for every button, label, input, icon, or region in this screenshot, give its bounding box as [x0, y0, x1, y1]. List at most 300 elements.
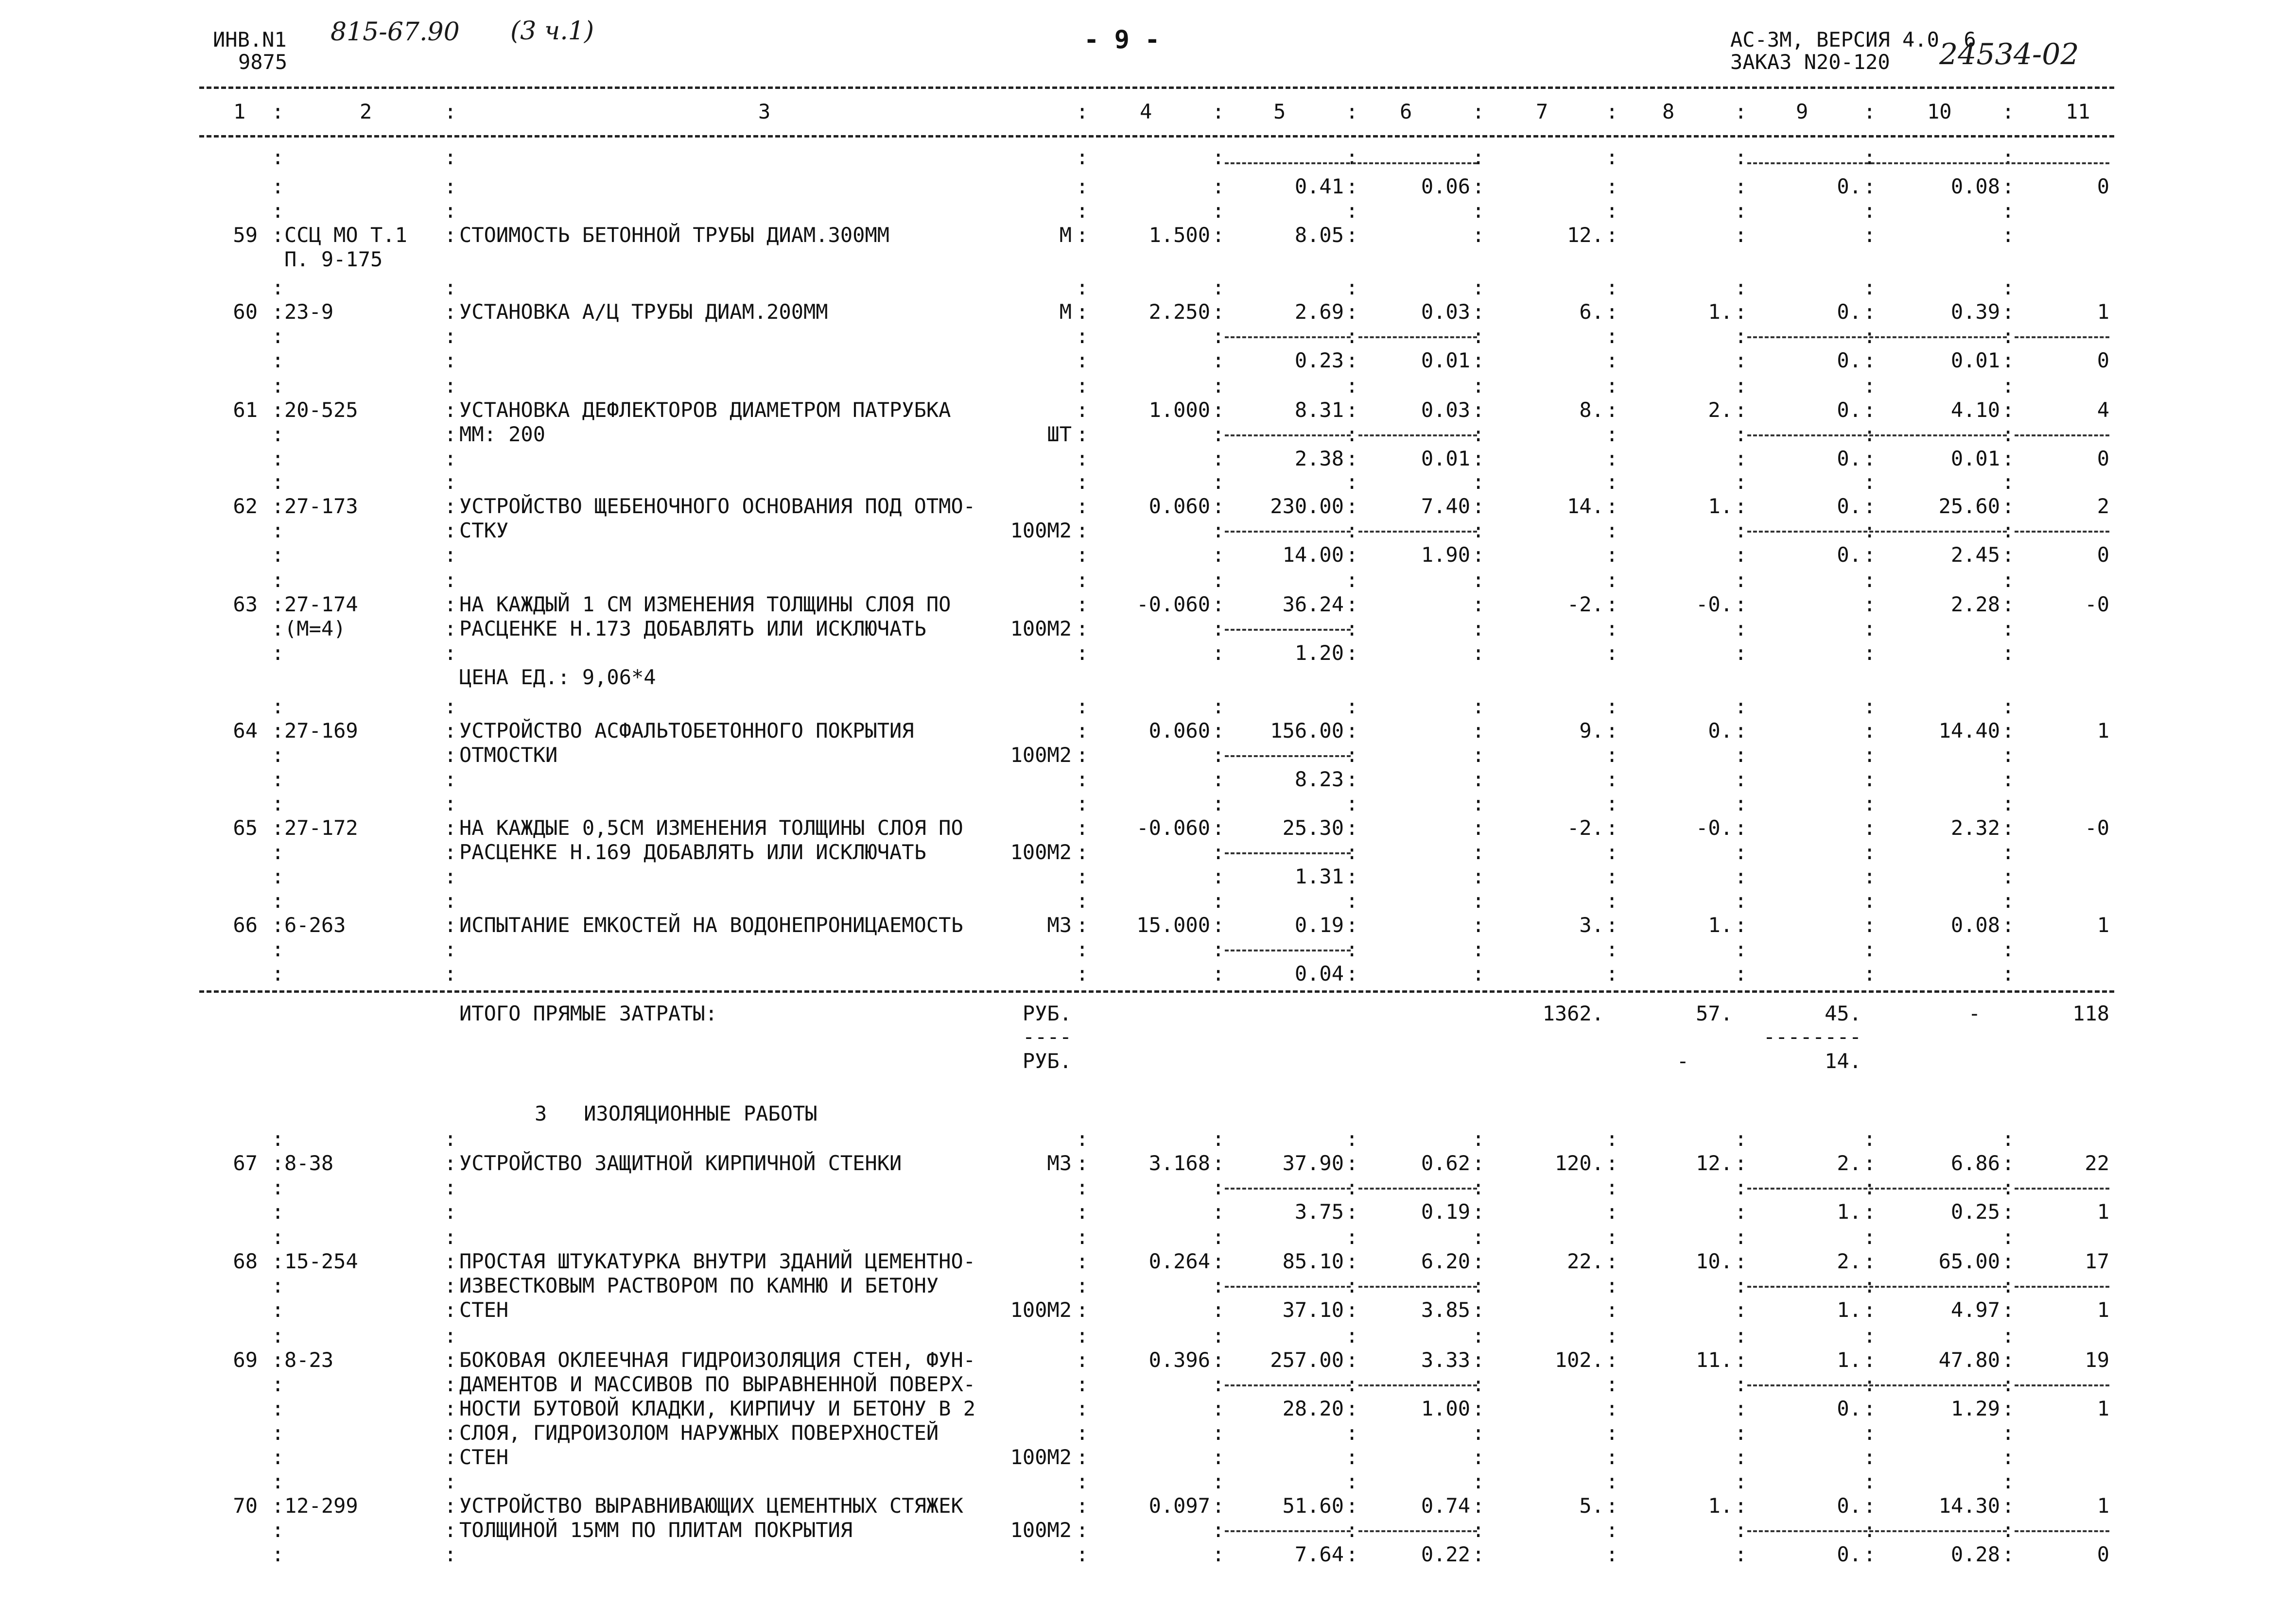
column-separator: : — [1346, 962, 1358, 985]
totals-c9b: 14. — [1825, 1049, 1861, 1073]
sub-rule — [1225, 531, 1351, 533]
column-separator: : — [2002, 1200, 2015, 1224]
column-separator: : — [1863, 641, 1876, 665]
column-separator: : — [1212, 840, 1225, 864]
column-separator: : — [2002, 1518, 2015, 1542]
column-separator: : — [272, 374, 284, 397]
column-separator: : — [1863, 962, 1876, 985]
column-separator: : — [1606, 1200, 1618, 1224]
column-separator: : — [1346, 792, 1358, 815]
column-separator: : — [1212, 694, 1225, 718]
column-separator: : — [1735, 1542, 1747, 1566]
column-separator: : — [1863, 1397, 1876, 1420]
column-separator: : — [2002, 300, 2015, 324]
column-separator: : — [2002, 199, 2015, 223]
column-separator: : — [1346, 300, 1358, 324]
column-separator: : — [2002, 617, 2015, 640]
column-separator: : — [1735, 1175, 1747, 1199]
value-c10: 0.01 — [1950, 447, 2000, 470]
value-c9: 0. — [1837, 447, 1861, 470]
value-c6: 0.06 — [1421, 174, 1470, 198]
sub-rule — [1747, 1384, 2007, 1386]
column-separator: : — [1863, 1518, 1876, 1542]
page-number: - 9 - — [1084, 25, 1160, 54]
column-separator: : — [1863, 374, 1876, 397]
sub-rule — [2015, 1188, 2109, 1190]
column-separator: : — [2002, 543, 2015, 567]
column-separator: : — [1472, 792, 1485, 815]
column-separator: : — [1346, 1494, 1358, 1518]
column-separator: : — [444, 1298, 457, 1322]
value-c6: 0.62 — [1421, 1151, 1470, 1175]
column-separator: : — [444, 592, 457, 616]
column-separator: : — [1606, 1249, 1618, 1273]
column-header-6: 6 — [1400, 100, 1412, 123]
column-separator: : — [1212, 145, 1225, 169]
column-separator: : — [1863, 1200, 1876, 1224]
norm-code-extra: П. 9-175 — [284, 247, 383, 271]
column-separator: : — [272, 447, 284, 470]
column-separator: : — [1346, 840, 1358, 864]
column-separator: : — [1735, 174, 1747, 198]
column-separator: : — [1076, 694, 1089, 718]
column-separator: : — [444, 864, 457, 888]
column-separator: : — [1346, 348, 1358, 372]
column-separator: : — [1076, 447, 1089, 470]
column-separator: : — [1472, 1151, 1485, 1175]
column-separator: : — [2002, 1127, 2015, 1151]
value-c6: 0.22 — [1421, 1542, 1470, 1566]
value-c8: 12. — [1696, 1151, 1733, 1175]
sub-rule — [1225, 1286, 1351, 1288]
column-separator: : — [1606, 1175, 1618, 1199]
value-c11: 1 — [2097, 1200, 2109, 1224]
column-separator: : — [1212, 1249, 1225, 1273]
column-separator: : — [444, 100, 457, 123]
column-separator: : — [1472, 324, 1485, 348]
column-separator: : — [2002, 374, 2015, 397]
value-c6: 1.90 — [1421, 543, 1470, 567]
column-separator: : — [1346, 937, 1358, 961]
column-separator: : — [2002, 100, 2015, 123]
norm-code: ССЦ МО Т.1 — [284, 223, 407, 247]
column-separator: : — [1863, 543, 1876, 567]
column-separator: : — [1606, 494, 1618, 518]
column-separator: : — [1212, 422, 1225, 446]
column-separator: : — [1472, 1127, 1485, 1151]
column-separator: : — [272, 864, 284, 888]
unit: М3 — [1047, 1151, 1072, 1175]
row-number: 65 — [233, 816, 258, 840]
column-separator: : — [1076, 174, 1089, 198]
column-separator: : — [1735, 1225, 1747, 1249]
quantity: 0.264 — [1148, 1249, 1210, 1273]
column-separator: : — [1606, 398, 1618, 422]
work-description: ИЗВЕСТКОВЫМ РАСТВОРОМ ПО КАМНЮ И БЕТОНУ — [459, 1274, 939, 1297]
column-separator: : — [444, 1421, 457, 1445]
column-separator: : — [1212, 641, 1225, 665]
value-c6: 0.74 — [1421, 1494, 1470, 1518]
column-separator: : — [1472, 494, 1485, 518]
column-header-10: 10 — [1927, 100, 1952, 123]
column-separator: : — [1735, 300, 1747, 324]
column-separator: : — [272, 816, 284, 840]
column-separator: : — [2002, 145, 2015, 169]
column-separator: : — [1346, 1225, 1358, 1249]
value-c7: -2. — [1567, 816, 1604, 840]
column-separator: : — [1735, 1445, 1747, 1469]
column-separator: : — [444, 1324, 457, 1348]
column-separator: : — [1346, 719, 1358, 743]
column-separator: : — [1346, 1445, 1358, 1469]
value-c9: 0. — [1837, 543, 1861, 567]
column-separator: : — [2002, 792, 2015, 815]
column-separator: : — [1863, 422, 1876, 446]
column-separator: : — [1472, 1421, 1485, 1445]
column-separator: : — [444, 1445, 457, 1469]
column-separator: : — [1735, 889, 1747, 913]
column-separator: : — [1735, 767, 1747, 791]
column-separator: : — [1076, 348, 1089, 372]
column-separator: : — [1606, 543, 1618, 567]
norm-code: 20-525 — [284, 398, 358, 422]
column-separator: : — [1076, 1542, 1089, 1566]
column-separator: : — [1212, 1518, 1225, 1542]
value-c11: 1 — [2097, 1494, 2109, 1518]
column-separator: : — [1735, 592, 1747, 616]
column-separator: : — [1212, 937, 1225, 961]
column-separator: : — [1863, 1324, 1876, 1348]
column-separator: : — [1863, 1175, 1876, 1199]
value-c11: 0 — [2097, 1542, 2109, 1566]
totals-dashes: ---- — [1022, 1025, 1072, 1049]
norm-code: 15-254 — [284, 1249, 358, 1273]
column-separator: : — [2002, 174, 2015, 198]
column-separator: : — [1735, 1200, 1747, 1224]
work-description: НА КАЖДЫЙ 1 СМ ИЗМЕНЕНИЯ ТОЛЩИНЫ СЛОЯ ПО — [459, 592, 951, 616]
column-separator: : — [1076, 719, 1089, 743]
column-separator: : — [444, 1175, 457, 1199]
unit: 100М2 — [1010, 617, 1072, 640]
work-description: ПРОСТАЯ ШТУКАТУРКА ВНУТРИ ЗДАНИЙ ЦЕМЕНТНО- — [459, 1249, 976, 1273]
column-separator: : — [1346, 1518, 1358, 1542]
column-separator: : — [1076, 1175, 1089, 1199]
value-c5: 36.24 — [1282, 592, 1344, 616]
row-number: 67 — [233, 1151, 258, 1175]
column-separator: : — [1212, 1274, 1225, 1297]
column-separator: : — [1076, 889, 1089, 913]
column-separator: : — [272, 543, 284, 567]
column-separator: : — [1076, 1324, 1089, 1348]
value-c5: 7.64 — [1294, 1542, 1344, 1566]
column-separator: : — [2002, 447, 2015, 470]
column-separator: : — [272, 792, 284, 815]
column-header-7: 7 — [1536, 100, 1548, 123]
column-separator: : — [1606, 617, 1618, 640]
column-separator: : — [272, 324, 284, 348]
column-separator: : — [2002, 1175, 2015, 1199]
sub-rule — [1358, 434, 1477, 436]
sub-rule — [1747, 434, 2007, 436]
column-separator: : — [1212, 1151, 1225, 1175]
column-separator: : — [1346, 174, 1358, 198]
column-separator: : — [1863, 223, 1876, 247]
column-separator: : — [1212, 816, 1225, 840]
column-separator: : — [1346, 145, 1358, 169]
order-number: ЗАКАЗ N20-120 — [1730, 50, 1890, 74]
value-c11: 1 — [2097, 300, 2109, 324]
price-note: ЦЕНА ЕД.: 9,06*4 — [459, 665, 656, 689]
value-c5: 230.00 — [1270, 494, 1344, 518]
column-separator: : — [272, 1445, 284, 1469]
column-separator: : — [1735, 1421, 1747, 1445]
column-separator: : — [272, 1397, 284, 1420]
column-separator: : — [272, 767, 284, 791]
column-separator: : — [1863, 324, 1876, 348]
column-separator: : — [1735, 792, 1747, 815]
value-c6: 3.85 — [1421, 1298, 1470, 1322]
value-c6: 0.19 — [1421, 1200, 1470, 1224]
column-separator: : — [1212, 1200, 1225, 1224]
column-separator: : — [1863, 1445, 1876, 1469]
column-separator: : — [1212, 592, 1225, 616]
header-bottom-rule — [199, 135, 2114, 138]
column-separator: : — [444, 374, 457, 397]
column-separator: : — [272, 1372, 284, 1396]
work-description: НОСТИ БУТОВОЙ КЛАДКИ, КИРПИЧУ И БЕТОНУ В 2 — [459, 1397, 976, 1420]
column-separator: : — [444, 1494, 457, 1518]
column-separator: : — [1863, 494, 1876, 518]
column-separator: : — [1212, 889, 1225, 913]
sub-rule — [1225, 336, 1351, 338]
column-separator: : — [1212, 767, 1225, 791]
column-separator: : — [1735, 641, 1747, 665]
sub-rule — [2015, 1384, 2109, 1386]
column-separator: : — [444, 792, 457, 815]
column-separator: : — [2002, 641, 2015, 665]
column-separator: : — [1346, 1348, 1358, 1372]
value-c6: 0.03 — [1421, 398, 1470, 422]
work-description: УСТАНОВКА ДЕФЛЕКТОРОВ ДИАМЕТРОМ ПАТРУБКА — [459, 398, 951, 422]
column-separator: : — [1472, 145, 1485, 169]
section-title: 3 ИЗОЛЯЦИОННЫЕ РАБОТЫ — [535, 1102, 818, 1125]
column-separator: : — [1076, 937, 1089, 961]
column-separator: : — [2002, 1469, 2015, 1493]
column-separator: : — [1735, 199, 1747, 223]
column-separator: : — [444, 889, 457, 913]
column-header-11: 11 — [2066, 100, 2090, 123]
column-separator: : — [1472, 398, 1485, 422]
value-c10: 65.00 — [1938, 1249, 2000, 1273]
unit: 100М2 — [1010, 1518, 1072, 1542]
column-separator: : — [272, 592, 284, 616]
column-separator: : — [1606, 1469, 1618, 1493]
column-separator: : — [444, 543, 457, 567]
column-separator: : — [1346, 1175, 1358, 1199]
column-separator: : — [1212, 494, 1225, 518]
value-c11: 4 — [2097, 398, 2109, 422]
value-c11: 1 — [2097, 1397, 2109, 1420]
column-separator: : — [1606, 743, 1618, 767]
column-separator: : — [1346, 816, 1358, 840]
norm-code: 23-9 — [284, 300, 334, 324]
column-separator: : — [2002, 1348, 2015, 1372]
column-separator: : — [1076, 100, 1089, 123]
column-header-2: 2 — [360, 100, 372, 123]
row-number: 63 — [233, 592, 258, 616]
column-separator: : — [1735, 1494, 1747, 1518]
column-separator: : — [1212, 398, 1225, 422]
column-separator: : — [1735, 518, 1747, 542]
column-separator: : — [1863, 743, 1876, 767]
column-separator: : — [1472, 1274, 1485, 1297]
value-c9: 0. — [1837, 494, 1861, 518]
sub-rule — [1747, 531, 2007, 533]
value-c11: 0 — [2097, 174, 2109, 198]
handwritten-reference: 815-67.90 — [330, 17, 460, 47]
column-separator: : — [1606, 1324, 1618, 1348]
column-separator: : — [444, 816, 457, 840]
norm-code: 27-173 — [284, 494, 358, 518]
column-separator: : — [1472, 374, 1485, 397]
column-header-8: 8 — [1662, 100, 1675, 123]
column-separator: : — [1212, 719, 1225, 743]
column-separator: : — [2002, 223, 2015, 247]
column-separator: : — [1472, 1445, 1485, 1469]
work-description: УСТРОЙСТВО ЩЕБЕНОЧНОГО ОСНОВАНИЯ ПОД ОТМО- — [459, 494, 976, 518]
column-separator: : — [1735, 1348, 1747, 1372]
column-separator: : — [1076, 913, 1089, 937]
value-c5: 1.20 — [1294, 641, 1344, 665]
sub-rule — [1358, 1530, 1477, 1532]
column-separator: : — [1472, 694, 1485, 718]
column-separator: : — [1076, 223, 1089, 247]
column-separator: : — [1212, 792, 1225, 815]
program-version: АС-3М, ВЕРСИЯ 4.0 6 — [1730, 28, 1976, 52]
column-separator: : — [1076, 145, 1089, 169]
column-separator: : — [1472, 592, 1485, 616]
column-separator: : — [1472, 962, 1485, 985]
column-separator: : — [1212, 962, 1225, 985]
column-separator: : — [1076, 1518, 1089, 1542]
column-separator: : — [1735, 617, 1747, 640]
norm-code: 12-299 — [284, 1494, 358, 1518]
sub-rule — [1747, 1286, 2007, 1288]
totals-top-rule — [199, 990, 2114, 993]
column-separator: : — [1076, 767, 1089, 791]
column-separator: : — [272, 1127, 284, 1151]
column-separator: : — [1346, 1298, 1358, 1322]
column-separator: : — [444, 174, 457, 198]
norm-code: 27-172 — [284, 816, 358, 840]
column-separator: : — [1076, 1372, 1089, 1396]
totals-c11: 118 — [2072, 1002, 2109, 1025]
column-separator: : — [1346, 324, 1358, 348]
row-number: 66 — [233, 913, 258, 937]
column-separator: : — [1346, 568, 1358, 592]
column-separator: : — [444, 324, 457, 348]
work-description: ММ: 200 — [459, 422, 546, 446]
column-header-4: 4 — [1140, 100, 1152, 123]
column-separator: : — [1472, 100, 1485, 123]
quantity: 1.000 — [1148, 398, 1210, 422]
work-description: ОТМОСТКИ — [459, 743, 558, 767]
value-c10: 47.80 — [1938, 1348, 2000, 1372]
column-separator: : — [1606, 568, 1618, 592]
column-separator: : — [1346, 1200, 1358, 1224]
column-separator: : — [272, 518, 284, 542]
column-separator: : — [272, 1324, 284, 1348]
value-c10: 0.25 — [1950, 1200, 2000, 1224]
column-separator: : — [1212, 568, 1225, 592]
column-separator: : — [1606, 913, 1618, 937]
column-separator: : — [1863, 719, 1876, 743]
column-separator: : — [2002, 1397, 2015, 1420]
value-c5: 28.20 — [1282, 1397, 1344, 1420]
column-separator: : — [1076, 641, 1089, 665]
column-separator: : — [1472, 300, 1485, 324]
quantity: 0.396 — [1148, 1348, 1210, 1372]
column-separator: : — [1076, 792, 1089, 815]
column-separator: : — [272, 1298, 284, 1322]
column-separator: : — [1076, 470, 1089, 494]
column-separator: : — [1606, 1348, 1618, 1372]
column-separator: : — [1863, 816, 1876, 840]
value-c7: -2. — [1567, 592, 1604, 616]
column-separator: : — [444, 694, 457, 718]
value-c10: 0.08 — [1950, 913, 2000, 937]
value-c5: 25.30 — [1282, 816, 1344, 840]
column-separator: : — [1606, 1518, 1618, 1542]
column-separator: : — [1346, 1469, 1358, 1493]
value-c9: 1. — [1837, 1298, 1861, 1322]
column-separator: : — [1735, 398, 1747, 422]
value-c10: 4.10 — [1950, 398, 2000, 422]
column-separator: : — [444, 719, 457, 743]
column-separator: : — [444, 494, 457, 518]
column-separator: : — [2002, 767, 2015, 791]
totals-c9: 45. — [1825, 1002, 1861, 1025]
column-separator: : — [1212, 1445, 1225, 1469]
column-separator: : — [272, 276, 284, 299]
quantity: 0.060 — [1148, 494, 1210, 518]
column-separator: : — [2002, 864, 2015, 888]
value-c11: 0 — [2097, 447, 2109, 470]
work-description: ТОЛЩИНОЙ 15ММ ПО ПЛИТАМ ПОКРЫТИЯ — [459, 1518, 853, 1542]
column-separator: : — [1472, 840, 1485, 864]
column-separator: : — [1076, 1494, 1089, 1518]
column-separator: : — [1212, 1542, 1225, 1566]
column-separator: : — [1735, 1324, 1747, 1348]
column-separator: : — [1212, 1372, 1225, 1396]
unit: М — [1059, 223, 1072, 247]
totals-c7: 1362. — [1542, 1002, 1604, 1025]
sub-rule — [1358, 1384, 1477, 1386]
column-separator: : — [1606, 422, 1618, 446]
column-separator: : — [1863, 864, 1876, 888]
value-c5: 1.31 — [1294, 864, 1344, 888]
sub-rule — [1225, 950, 1351, 951]
row-number: 61 — [233, 398, 258, 422]
column-separator: : — [1606, 1445, 1618, 1469]
column-separator: : — [1076, 592, 1089, 616]
column-separator: : — [1472, 719, 1485, 743]
column-separator: : — [1076, 422, 1089, 446]
column-separator: : — [1472, 276, 1485, 299]
unit: 100М2 — [1010, 1445, 1072, 1469]
column-separator: : — [1212, 518, 1225, 542]
row-number: 59 — [233, 223, 258, 247]
